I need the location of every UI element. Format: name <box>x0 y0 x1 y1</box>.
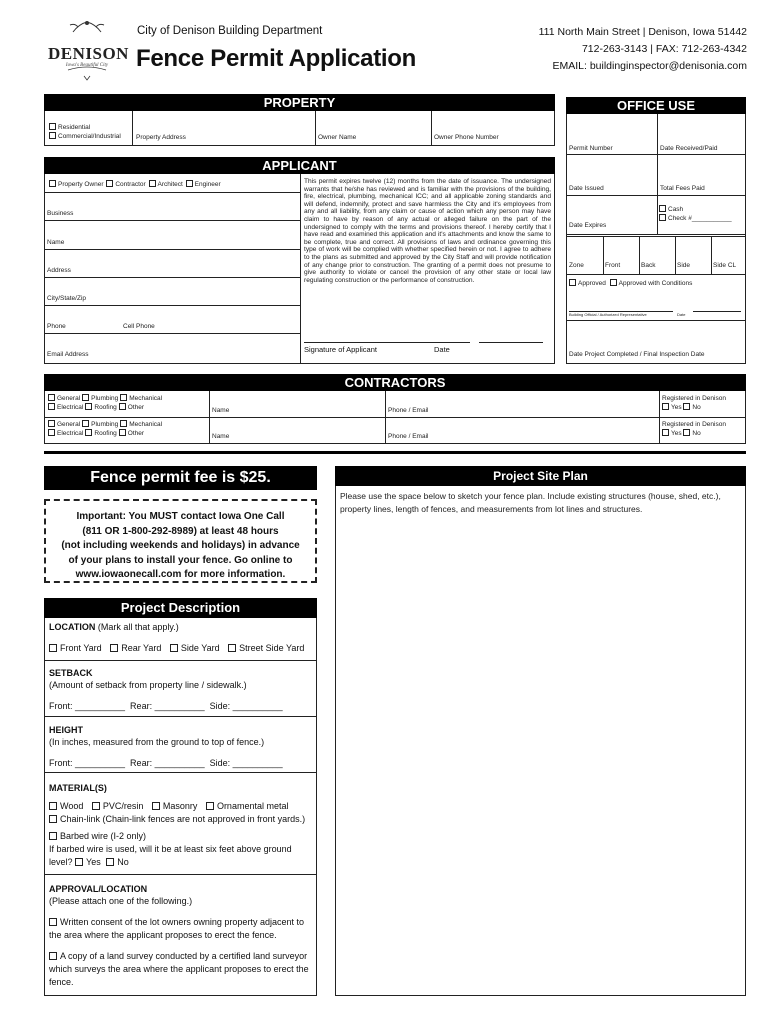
checkbox-icon[interactable] <box>659 214 666 221</box>
option-label: Chain-link (Chain-link fences are not approved in front yards.) <box>60 814 306 824</box>
approval-survey-option[interactable] <box>49 950 311 989</box>
office-use-section <box>566 114 746 364</box>
role-label: Architect <box>157 181 183 188</box>
terms-text: This permit expires twelve (12) months from the date of issuance. The undersigned warrants that he/she has reviewed and is familiar with the provisions of the building, fire, electrical, plumbing, mechanical ICC; and all applicable zoning standards and will defend, indemnify, protect and save harmless the City and it's employees from any and all liability, from any claim or cause of action which any person may have claim to have by reason of any actual or alleged failure on the part of the undersigned to comply with the terms and provisions thereof. I hereby certify that I have read and examined this application and it's attachments and know the same to be complete, true and correct. All provisions of laws and ordinance governing this type of work will be complied with whether specified herein or not. I agree to adhere to the plans as submitted and approved by the City Staff and will provide notification of any change prior to construction. The granting of a permit does not presume to give authority to violate or cancel the provision of any other state or local law regulating construction or the performance of construction. <box>304 178 551 284</box>
role-contractor[interactable] <box>106 181 145 188</box>
trade-option[interactable] <box>120 421 162 428</box>
date-received-field[interactable]: Date Received/Paid <box>660 145 718 152</box>
option-label: Wood <box>60 801 84 811</box>
checkbox-icon[interactable] <box>206 802 214 810</box>
trade-option[interactable] <box>82 421 118 428</box>
notice-line: of your plans to install your fence. Go online to <box>68 554 293 566</box>
height-note: (In inches, measured from the ground to top of fence.) <box>49 737 265 747</box>
option-label: Ornamental metal <box>216 801 289 811</box>
option-label: Side Yard <box>180 643 220 653</box>
side-cl-field[interactable]: Side CL <box>713 262 737 269</box>
option-label: PVC/resin <box>102 801 144 811</box>
option-label: Roofing <box>94 430 117 437</box>
checkbox-icon[interactable] <box>119 429 126 436</box>
option-label: Masonry <box>162 801 198 811</box>
checkbox-icon[interactable] <box>49 815 57 823</box>
registered-yes[interactable] <box>662 404 682 411</box>
checkbox-icon[interactable] <box>659 205 666 212</box>
checkbox-icon[interactable] <box>662 429 669 436</box>
permit-number-field[interactable]: Permit Number <box>569 145 613 152</box>
checkbox-icon[interactable] <box>106 180 113 187</box>
approved-conditions-option[interactable] <box>610 280 693 287</box>
department-name: City of Denison Building Department <box>137 25 323 37</box>
residential-label: Residential <box>58 124 91 131</box>
site-plan-heading: Project Site Plan <box>335 466 746 486</box>
office-phone: 712-263-3143 | FAX: 712-263-4342 <box>581 43 747 55</box>
checkbox-icon[interactable] <box>49 802 57 810</box>
checkbox-icon[interactable] <box>170 644 178 652</box>
option-label: No <box>692 430 701 437</box>
registered-field <box>662 420 726 438</box>
registered-label: Registered in Denison <box>662 421 726 428</box>
phone-field[interactable]: Phone <box>47 323 66 330</box>
checkbox-icon[interactable] <box>119 403 126 410</box>
checkbox-icon[interactable] <box>75 858 83 866</box>
checkbox-icon[interactable] <box>49 952 57 960</box>
material-pvc[interactable] <box>92 801 144 811</box>
commercial-option[interactable] <box>49 132 121 141</box>
trade-option[interactable] <box>120 395 162 402</box>
trade-option[interactable] <box>119 430 144 437</box>
option-label: Barbed wire (I-2 only) <box>60 831 147 841</box>
option-label: Rear Yard <box>121 643 162 653</box>
name-field[interactable]: Name <box>47 239 65 246</box>
checkbox-icon[interactable] <box>49 132 56 139</box>
owner-phone-field[interactable]: Owner Phone Number <box>434 134 499 141</box>
checkbox-icon[interactable] <box>186 180 193 187</box>
material-chainlink[interactable] <box>49 813 312 826</box>
contractor-trades <box>48 420 162 438</box>
contractor-trades <box>48 394 162 412</box>
height-fields[interactable]: Front: __________ Rear: __________ Side: __________ <box>49 758 283 768</box>
option-label: Yes <box>671 430 682 437</box>
office-email: EMAIL: buildinginspector@denisonia.com <box>552 60 747 72</box>
barbed-yes[interactable] <box>75 857 101 867</box>
option-label: General <box>57 395 81 402</box>
material-barbed[interactable] <box>49 830 312 843</box>
notice-line: Important: You MUST contact Iowa One Call <box>76 511 285 522</box>
approved-label: Approved <box>578 280 606 287</box>
total-fees-field[interactable]: Total Fees Paid <box>660 185 705 192</box>
approval-consent-option[interactable] <box>49 916 311 942</box>
checkbox-icon[interactable] <box>49 644 57 652</box>
approved-option[interactable] <box>569 280 606 287</box>
option-label: Yes <box>671 404 682 411</box>
registered-label: Registered in Denison <box>662 395 726 402</box>
checkbox-icon[interactable] <box>48 403 55 410</box>
height-heading: HEIGHT <box>49 725 84 735</box>
logo-text: DENISON <box>48 44 129 63</box>
city-logo <box>48 18 129 82</box>
checkbox-icon[interactable] <box>110 644 118 652</box>
commercial-label: Commercial/Industrial <box>58 133 121 140</box>
checkbox-icon[interactable] <box>120 420 127 427</box>
option-label: Other <box>127 404 145 411</box>
option-label: Other <box>127 430 145 437</box>
front-setback-field[interactable]: Front <box>605 262 621 269</box>
option-label: Plumbing <box>91 395 119 402</box>
registered-field <box>662 394 726 412</box>
option-label: General <box>57 421 81 428</box>
checkbox-icon[interactable] <box>49 123 56 130</box>
checkbox-icon[interactable] <box>49 832 57 840</box>
location-side-yard[interactable] <box>170 643 220 653</box>
registered-no[interactable] <box>683 430 700 437</box>
location-rear-yard[interactable] <box>110 643 161 653</box>
setback-heading: SETBACK <box>49 668 93 678</box>
approved-conditions-label: Approved with Conditions <box>618 280 693 287</box>
option-label: Plumbing <box>91 421 119 428</box>
page-title: Fence Permit Application <box>136 45 416 72</box>
trade-option[interactable] <box>48 421 80 428</box>
contractor-phone-field[interactable]: Phone / Email <box>388 433 429 440</box>
checkbox-icon[interactable] <box>48 420 55 427</box>
checkbox-icon[interactable] <box>106 858 114 866</box>
location-note: (Mark all that apply.) <box>97 622 179 632</box>
contractor-name-field[interactable]: Name <box>212 407 230 414</box>
trade-option[interactable] <box>85 404 116 411</box>
checkbox-icon[interactable] <box>683 429 690 436</box>
notice-line: www.iowaonecall.com for more information. <box>75 569 286 580</box>
location-street-side-yard[interactable] <box>228 643 304 653</box>
office-address: 111 North Main Street | Denison, Iowa 51442 <box>538 26 747 38</box>
role-label: Contractor <box>115 181 146 188</box>
checkbox-icon[interactable] <box>569 279 576 286</box>
check-label: Check #___________ <box>668 215 732 222</box>
location-front-yard[interactable] <box>49 643 102 653</box>
option-label: Roofing <box>94 404 117 411</box>
checkbox-icon[interactable] <box>149 180 156 187</box>
property-address-field[interactable]: Property Address <box>136 134 186 141</box>
option-label: Mechanical <box>129 421 163 428</box>
barbed-question: If barbed wire is used, will it be at least six feet above ground level? <box>49 844 292 867</box>
option-label: No <box>692 404 701 411</box>
checkbox-icon[interactable] <box>92 802 100 810</box>
date-expires-field[interactable]: Date Expires <box>569 222 607 229</box>
trade-option[interactable] <box>82 395 118 402</box>
registered-yes[interactable] <box>662 430 682 437</box>
option-label: Street Side Yard <box>239 643 305 653</box>
trade-option[interactable] <box>48 404 83 411</box>
checkbox-icon[interactable] <box>662 403 669 410</box>
one-call-notice <box>44 499 317 583</box>
role-engineer[interactable] <box>186 181 221 188</box>
contractor-row <box>44 393 746 419</box>
cell-phone-field[interactable]: Cell Phone <box>123 323 155 330</box>
cash-option[interactable] <box>659 205 732 214</box>
signature-date-field[interactable]: Date <box>434 345 450 354</box>
trade-option[interactable] <box>48 395 80 402</box>
date-issued-field[interactable]: Date Issued <box>569 185 604 192</box>
option-label: Front Yard <box>60 643 102 653</box>
residential-option[interactable] <box>49 123 121 132</box>
checkbox-icon[interactable] <box>49 918 57 926</box>
property-heading: PROPERTY <box>44 94 555 111</box>
registered-no[interactable] <box>683 404 700 411</box>
site-plan-area[interactable] <box>335 486 746 996</box>
city-state-zip-field[interactable]: City/State/Zip <box>47 295 87 302</box>
back-setback-field[interactable]: Back <box>641 262 656 269</box>
option-label: Written consent of the lot owners owning property adjacent to the area where the applicant proposes to erect the fence. <box>49 917 304 940</box>
option-label: A copy of a land survey conducted by a certified land surveyor which surveys the area where the applicant proposes to erect the fence. <box>49 951 309 987</box>
zone-field[interactable]: Zone <box>569 262 584 269</box>
owner-name-field[interactable]: Owner Name <box>318 134 357 141</box>
contractors-heading: CONTRACTORS <box>44 374 746 391</box>
site-plan-instructions: Please use the space below to sketch your fence plan. Include existing structures (house, shed, etc.), property lines, length of fences, and measurements from lot lines and structures. <box>340 491 721 514</box>
option-label: Electrical <box>57 404 84 411</box>
option-label: Mechanical <box>129 395 163 402</box>
business-field[interactable]: Business <box>47 210 74 217</box>
material-masonry[interactable] <box>152 801 198 811</box>
location-heading: LOCATION <box>49 622 96 632</box>
checkbox-icon[interactable] <box>610 279 617 286</box>
notice-line: (811 OR 1-800-292-8989) at least 48 hours <box>82 525 279 537</box>
approval-heading: APPROVAL/LOCATION <box>49 884 148 894</box>
approval-note: (Please attach one of the following.) <box>49 896 193 906</box>
contractor-phone-field[interactable]: Phone / Email <box>388 407 429 414</box>
applicant-section <box>44 174 301 364</box>
fee-heading: Fence permit fee is $25. <box>44 466 317 490</box>
signature-field[interactable]: Signature of Applicant <box>304 345 377 354</box>
project-description-section <box>44 618 317 996</box>
checkbox-icon[interactable] <box>48 394 55 401</box>
section-divider <box>44 451 746 454</box>
contractor-name-field[interactable]: Name <box>212 433 230 440</box>
contractor-row <box>44 419 746 445</box>
setback-note: (Amount of setback from property line / sidewalk.) <box>49 680 247 690</box>
material-wood[interactable] <box>49 801 83 811</box>
option-label: No <box>117 857 129 867</box>
trade-option[interactable] <box>85 430 116 437</box>
logo-subtext: Iowa's Beautiful City <box>65 63 109 68</box>
role-property-owner[interactable] <box>49 181 104 188</box>
checkbox-icon[interactable] <box>82 420 89 427</box>
material-heading: MATERIAL(S) <box>49 783 107 793</box>
applicant-heading: APPLICANT <box>44 157 555 174</box>
check-option[interactable] <box>659 214 732 223</box>
office-heading: OFFICE USE <box>566 97 746 114</box>
terms-section <box>301 174 555 364</box>
checkbox-icon[interactable] <box>152 802 160 810</box>
cash-label: Cash <box>668 206 684 213</box>
official-signature-field[interactable]: Building Official / Authorized Representative <box>569 312 647 317</box>
checkbox-icon[interactable] <box>85 403 92 410</box>
trade-option[interactable] <box>48 430 83 437</box>
role-label: Property Owner <box>58 181 104 188</box>
checkbox-icon[interactable] <box>49 180 56 187</box>
checkbox-icon[interactable] <box>120 394 127 401</box>
description-heading: Project Description <box>44 598 317 618</box>
option-label: Yes <box>86 857 101 867</box>
option-label: Electrical <box>57 430 84 437</box>
role-architect[interactable] <box>149 181 183 188</box>
role-label: Engineer <box>194 181 221 188</box>
checkbox-icon[interactable] <box>48 429 55 436</box>
checkbox-icon[interactable] <box>82 394 89 401</box>
checkbox-icon[interactable] <box>85 429 92 436</box>
property-section <box>44 111 555 146</box>
barbed-no[interactable] <box>106 857 129 867</box>
checkbox-icon[interactable] <box>228 644 236 652</box>
checkbox-icon[interactable] <box>683 403 690 410</box>
official-date-field[interactable]: Date <box>677 312 686 317</box>
address-field[interactable]: Address <box>47 267 71 274</box>
email-field[interactable]: Email Address <box>47 351 89 358</box>
notice-line: (not including weekends and holidays) in advance <box>61 540 300 551</box>
trade-option[interactable] <box>119 404 144 411</box>
date-completed-field[interactable]: Date Project Completed / Final Inspection Date <box>569 351 705 358</box>
setback-fields[interactable]: Front: __________ Rear: __________ Side: __________ <box>49 701 283 711</box>
side-setback-field[interactable]: Side <box>677 262 691 269</box>
material-ornamental[interactable] <box>206 801 289 811</box>
